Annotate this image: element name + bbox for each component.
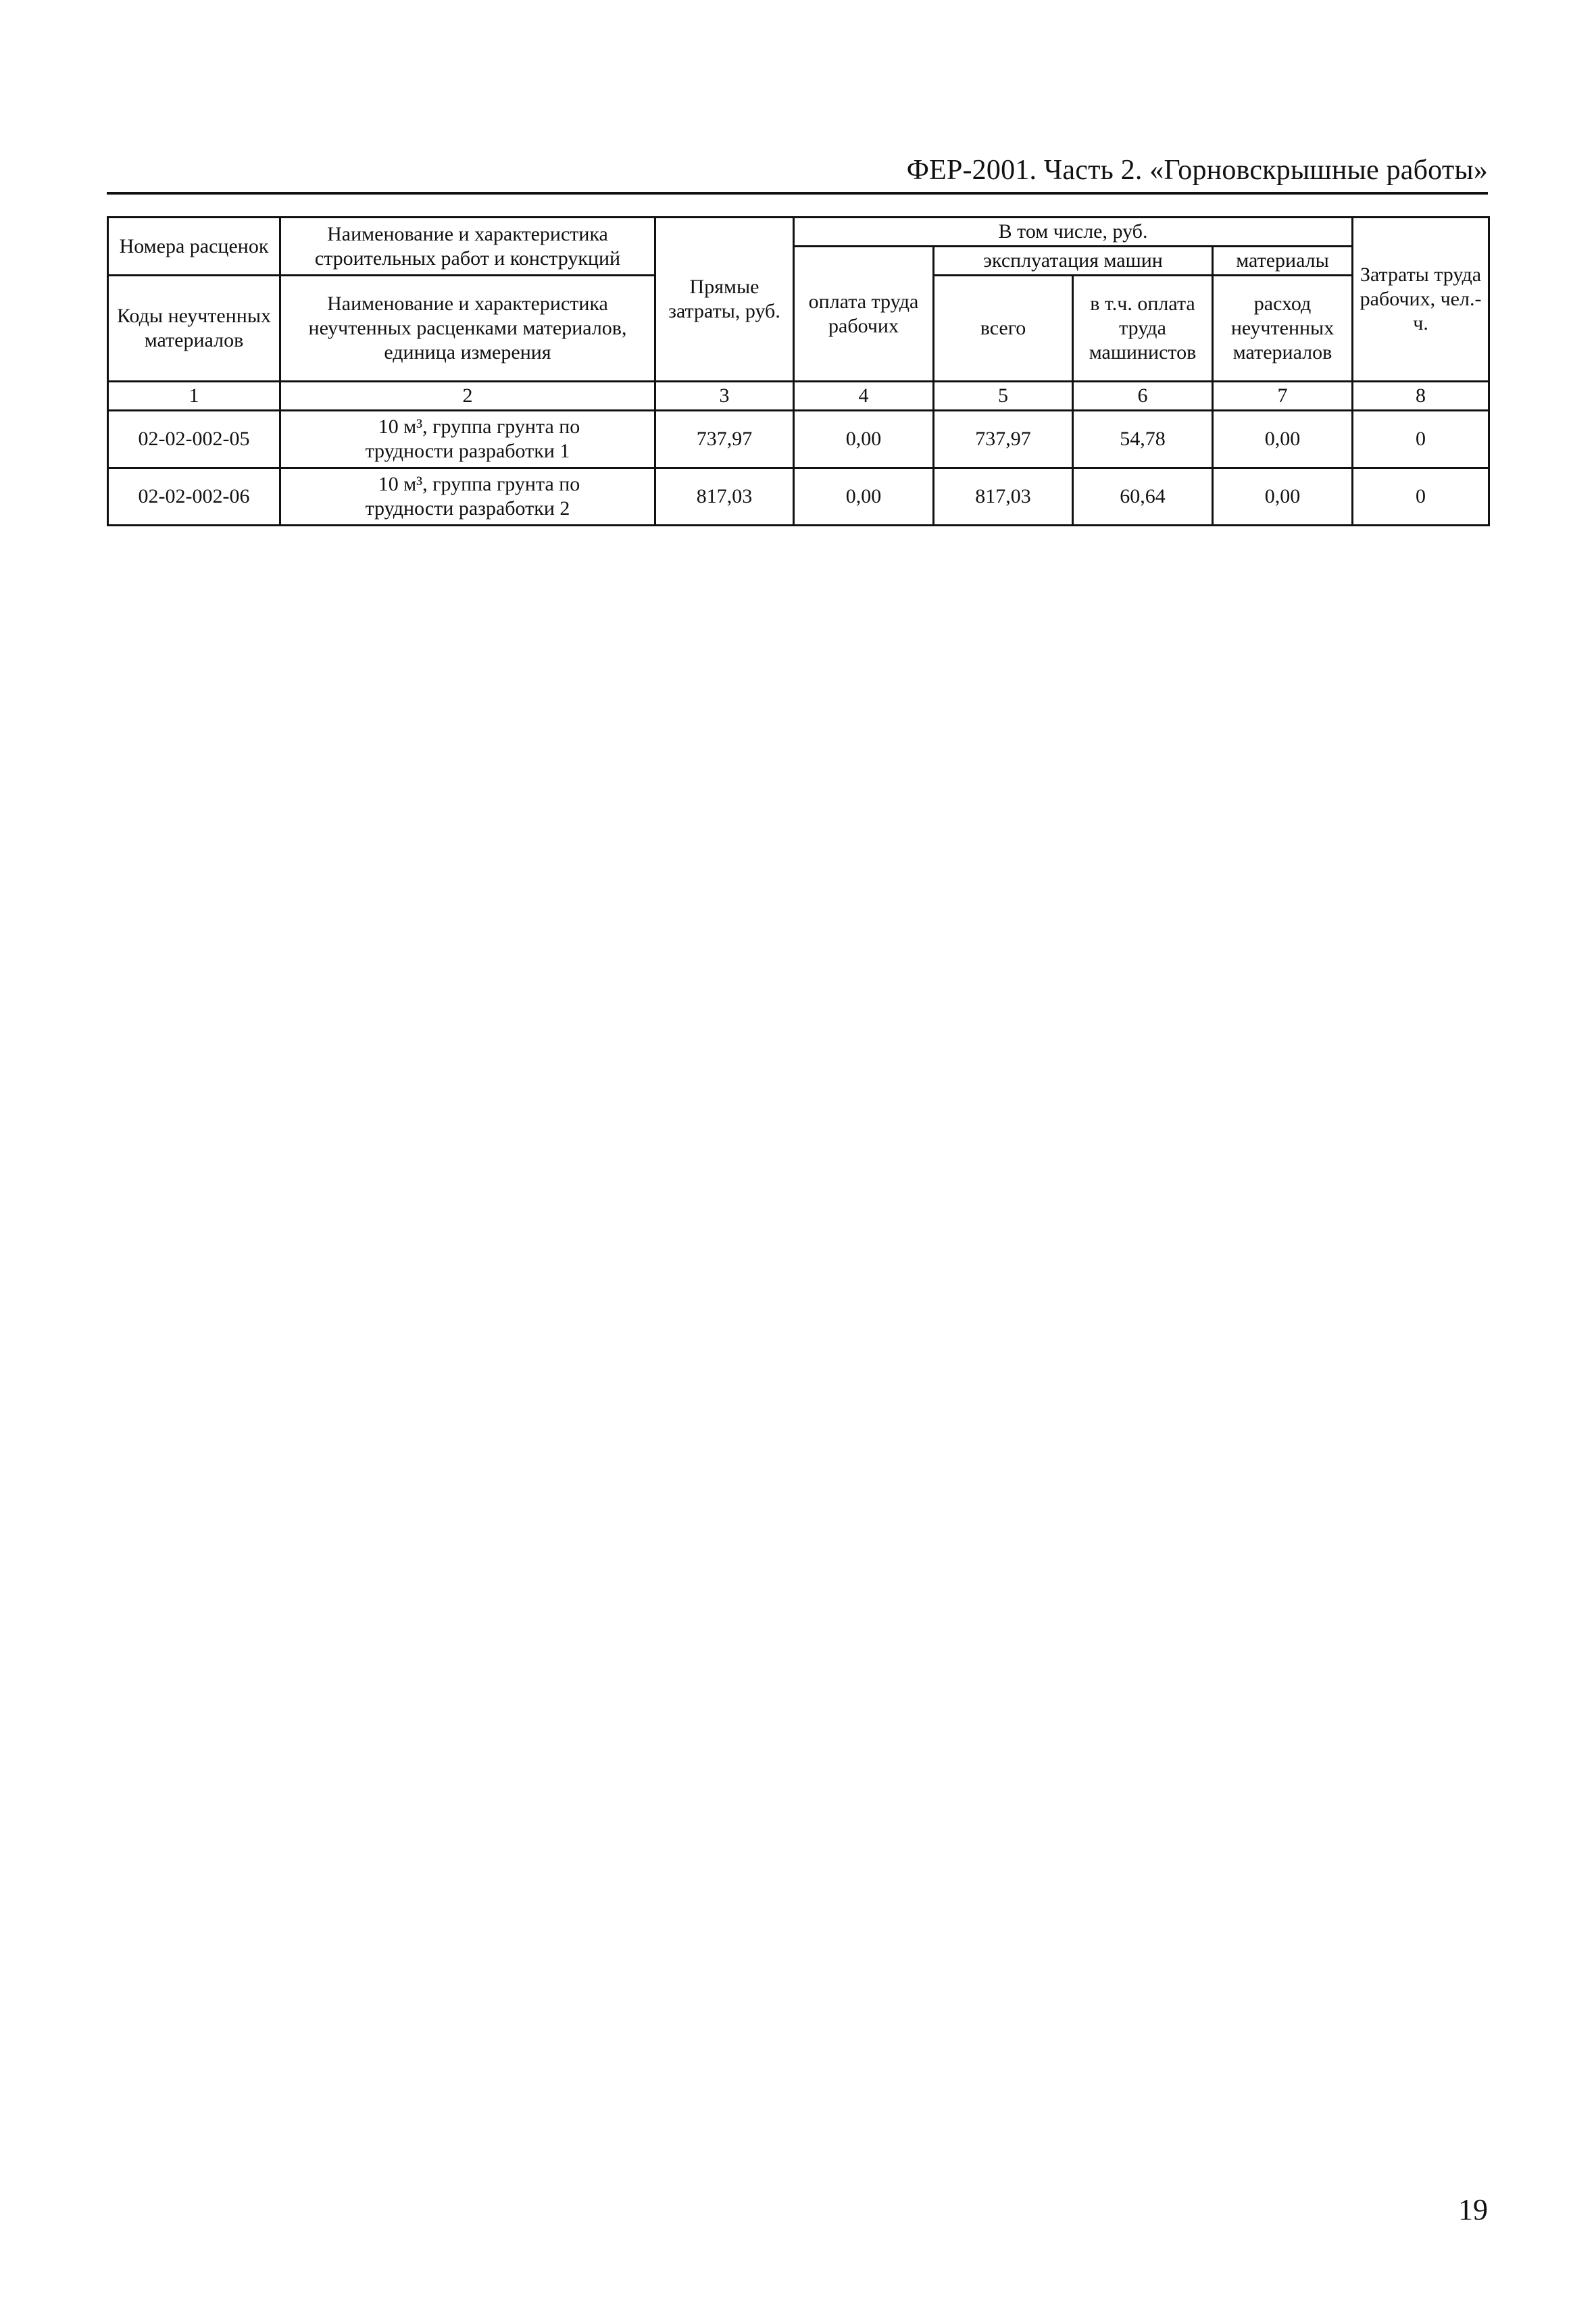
header-labor-hours: Затраты труда рабочих, чел.-ч. [1353, 218, 1489, 382]
machines-total-value: 817,03 [934, 468, 1073, 526]
column-number: 7 [1213, 382, 1353, 411]
rate-name-line: трудности разработки 2 [365, 497, 570, 520]
rate-code: 02-02-002-06 [108, 468, 280, 526]
column-number: 6 [1073, 382, 1213, 411]
worker-pay-value: 0,00 [794, 468, 934, 526]
document-header-title: ФЕР-2001. Часть 2. «Горновскрышные работы» [906, 155, 1488, 186]
header-material-names: Наименование и характеристика неучтенных расценками материалов, единица измерения [280, 276, 655, 382]
rates-table [107, 216, 1490, 526]
direct-costs-value: 737,97 [655, 411, 794, 468]
header-direct-costs: Прямые затраты, руб. [655, 218, 794, 382]
header-work-name: Наименование и характеристика строительных работ и конструкций [280, 218, 655, 276]
table-row [108, 468, 1489, 526]
machinist-pay-value: 60,64 [1073, 468, 1213, 526]
column-number: 1 [108, 382, 280, 411]
column-number: 8 [1353, 382, 1489, 411]
header-machines-total: всего [934, 276, 1073, 382]
header-machine-operation: эксплуатация машин [934, 247, 1213, 276]
column-number-row [108, 382, 1489, 411]
header-machinist-pay: в т.ч. оплата труда машинистов [1073, 276, 1213, 382]
table-row [108, 411, 1489, 468]
header-materials: материалы [1213, 247, 1353, 276]
machines-total-value: 737,97 [934, 411, 1073, 468]
labor-hours-value: 0 [1353, 411, 1489, 468]
machinist-pay-value: 54,78 [1073, 411, 1213, 468]
header-rate-numbers: Номера расценок [108, 218, 280, 276]
table-header-row-1 [108, 218, 1489, 247]
rate-name-line: 10 м³, группа грунта по [378, 473, 580, 495]
header-material-codes: Коды неучтенных материалов [108, 276, 280, 382]
column-number: 4 [794, 382, 934, 411]
header-worker-pay: оплата труда рабочих [794, 247, 934, 382]
materials-value: 0,00 [1213, 411, 1353, 468]
rate-name-line: трудности разработки 1 [365, 440, 570, 462]
page-number: 19 [1458, 2193, 1488, 2226]
rate-code: 02-02-002-05 [108, 411, 280, 468]
direct-costs-value: 817,03 [655, 468, 794, 526]
rate-name [280, 468, 655, 526]
worker-pay-value: 0,00 [794, 411, 934, 468]
column-number: 2 [280, 382, 655, 411]
materials-value: 0,00 [1213, 468, 1353, 526]
header-including-group: В том числе, руб. [794, 218, 1353, 247]
column-number: 3 [655, 382, 794, 411]
header-divider [107, 192, 1488, 195]
rate-name [280, 411, 655, 468]
labor-hours-value: 0 [1353, 468, 1489, 526]
rate-name-line: 10 м³, группа грунта по [378, 416, 580, 438]
header-material-consumption: расход неучтенных материалов [1213, 276, 1353, 382]
column-number: 5 [934, 382, 1073, 411]
